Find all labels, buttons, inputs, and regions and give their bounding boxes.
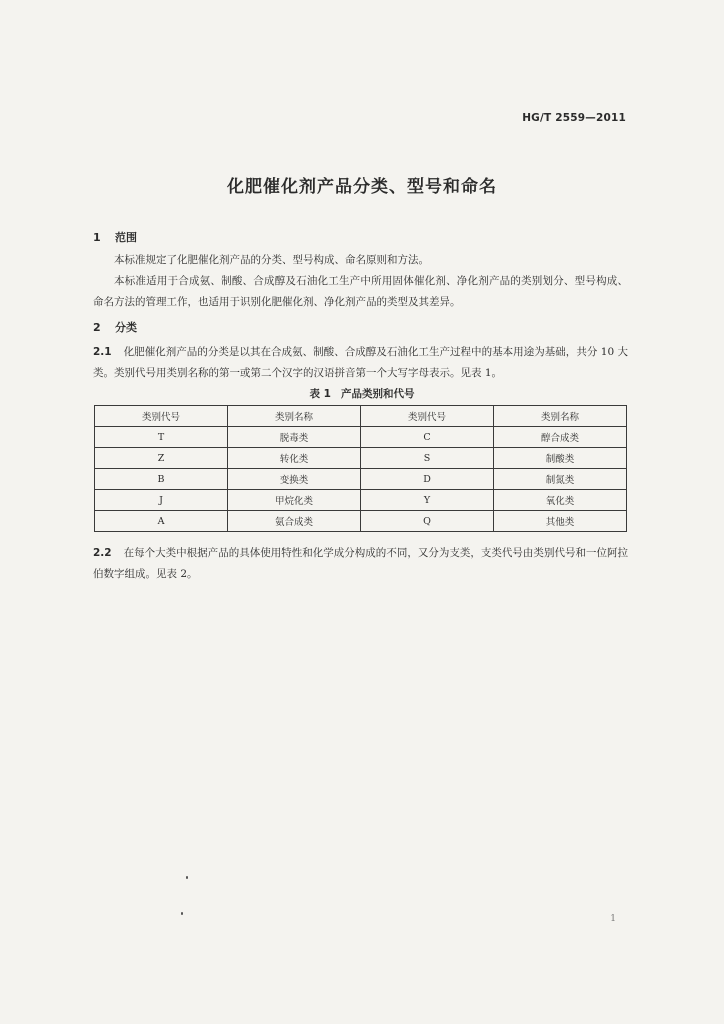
clause-2-2-number: 2.2 <box>93 547 112 559</box>
table-cell: B <box>95 469 228 490</box>
clause-2-2 <box>93 543 628 585</box>
table-1 <box>94 405 627 532</box>
table-cell: 转化类 <box>228 448 361 469</box>
table-cell: 变换类 <box>228 469 361 490</box>
table-cell: 其他类 <box>494 511 627 532</box>
scan-speck <box>186 876 188 879</box>
table-row <box>95 490 627 511</box>
table-cell: S <box>361 448 494 469</box>
table-cell: C <box>361 427 494 448</box>
table-cell: Y <box>361 490 494 511</box>
table-1-number: 表 1 <box>309 388 331 400</box>
table-cell: Q <box>361 511 494 532</box>
table-cell: 脱毒类 <box>228 427 361 448</box>
section-1-title: 范围 <box>115 231 137 244</box>
clause-2-1 <box>93 342 628 384</box>
page-number: 1 <box>610 914 616 924</box>
table-cell: 甲烷化类 <box>228 490 361 511</box>
section-1-heading <box>93 229 137 245</box>
table-cell: Z <box>95 448 228 469</box>
document-title: 化肥催化剂产品分类、型号和命名 <box>227 177 497 197</box>
table-1-title: 产品类别和代号 <box>340 388 415 400</box>
section-1-paragraph-2: 本标准适用于合成氨、制酸、合成醇及石油化工生产中所用固体催化剂、净化剂产品的类别划分、型号构成、命名方法的管理工作，也适用于识别化肥催化剂、净化剂产品的类型及其差异。 <box>93 275 628 308</box>
table-cell: 制酸类 <box>494 448 627 469</box>
table-row <box>95 427 627 448</box>
table-row <box>95 469 627 490</box>
table-cell: T <box>95 427 228 448</box>
clause-2-1-text: 化肥催化剂产品的分类是以其在合成氨、制酸、合成醇及石油化工生产过程中的基本用途为基础，共分 10 大类。类别代号用类别名称的第一或第二个汉字的汉语拼音第一个大写字母表示。见表 1。 <box>93 346 628 379</box>
table-cell: 醇合成类 <box>494 427 627 448</box>
section-1-paragraph-1: 本标准规定了化肥催化剂产品的分类、型号构成、命名原则和方法。 <box>114 254 429 266</box>
table-header-cell: 类别名称 <box>228 406 361 427</box>
table-cell: A <box>95 511 228 532</box>
table-header-cell: 类别名称 <box>494 406 627 427</box>
clause-2-1-number: 2.1 <box>93 346 112 358</box>
section-2-heading <box>93 319 137 335</box>
standard-code: HG/T 2559—2011 <box>522 112 626 124</box>
table-cell: 氧化类 <box>494 490 627 511</box>
table-header-cell: 类别代号 <box>95 406 228 427</box>
table-cell: J <box>95 490 228 511</box>
section-2-number: 2 <box>93 321 101 334</box>
table-1-caption <box>0 386 724 401</box>
table-header-row <box>95 406 627 427</box>
section-2-title: 分类 <box>115 321 137 334</box>
table-cell: D <box>361 469 494 490</box>
table-row <box>95 448 627 469</box>
table-header-cell: 类别代号 <box>361 406 494 427</box>
clause-2-2-text: 在每个大类中根据产品的具体使用特性和化学成分构成的不同，又分为支类，支类代号由类别代号和一位阿拉伯数字组成。见表 2。 <box>93 547 628 580</box>
table-row <box>95 511 627 532</box>
section-1-number: 1 <box>93 231 101 244</box>
table-cell: 制氮类 <box>494 469 627 490</box>
scan-speck <box>181 912 183 915</box>
table-cell: 氨合成类 <box>228 511 361 532</box>
